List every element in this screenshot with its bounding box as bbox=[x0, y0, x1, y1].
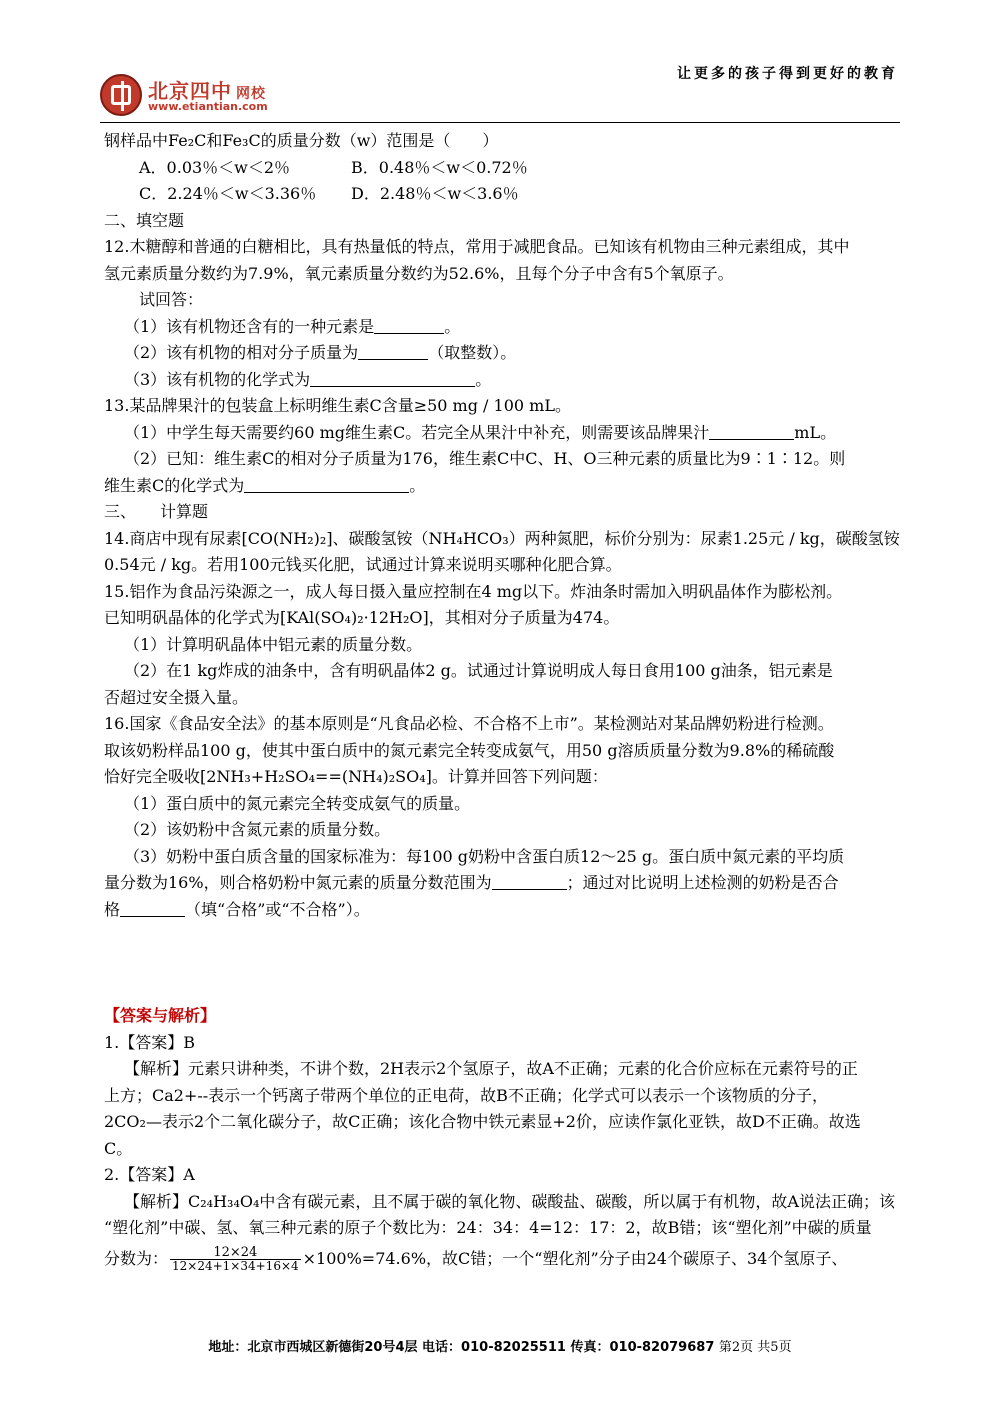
q11-options-row-2 bbox=[104, 181, 899, 208]
q12-blank-3[interactable] bbox=[310, 370, 475, 387]
q12-part-3: （3）该有机物的化学式为 。 bbox=[124, 369, 492, 389]
q16-blank-2[interactable] bbox=[120, 900, 185, 917]
answer-1-explanation-3: 2CO₂—表示2个二氧化碳分子，故C正确；该化合物中铁元素显+2价，应读作氯化亚铁，故D不正确。故选 bbox=[104, 1112, 861, 1131]
q15-line-2: 已知明矾晶体的化学式为[KAl(SO₄)₂·12H₂O]，其相对分子质量为474。 bbox=[104, 608, 620, 627]
q13-blank-1[interactable] bbox=[709, 423, 794, 440]
page-footer bbox=[0, 1336, 1000, 1355]
section-calculation-heading: 三、 计算题 bbox=[104, 502, 209, 521]
q16-line-2: 取该奶粉样品100 g，使其中蛋白质中的氮元素完全转变成氨气，用50 g溶质质量分数为9.8%的稀硫酸 bbox=[104, 740, 835, 760]
q13-line-1: 13.某品牌果汁的包装盒上标明维生素C含量≥50 mg / 100 mL。 bbox=[104, 396, 571, 415]
q12-line-1: 12.木糖醇和普通的白糖相比，具有热量低的特点，常用于减肥食品。已知该有机物由三种元素组成，其中 bbox=[104, 237, 850, 256]
q13-part-2: （2）已知：维生素C的相对分子质量为176，维生素C中C、H、O三种元素的质量比为9∶1∶12。则 bbox=[124, 449, 846, 468]
q12-blank-2[interactable] bbox=[358, 343, 428, 360]
answer-2-explanation-3: 分数为： $\frac{12\times 24}{12\times 24+1\times 34+16\times 4}$ ×100%=74.6%，故C错；一个“塑化剂”分子由24个碳原子、34个氢原子、 bbox=[104, 1244, 848, 1273]
q13-part-2-cont: 维生素C的化学式为 。 bbox=[104, 475, 426, 495]
q16-part-2: （2）该奶粉中含氮元素的质量分数。 bbox=[124, 820, 391, 839]
page-header bbox=[100, 58, 900, 124]
q14-line-1: 14.商店中现有尿素[CO(NH₂)₂]、碳酸氢铵（NH₄HCO₃）两种氮肥，标价分别为：尿素1.25元 / kg，碳酸氢铵 bbox=[104, 528, 900, 548]
q13-part-1: （1）中学生每天需要约60 mg维生素C。若完全从果汁中补充，则需要该品牌果汁 mL。 bbox=[124, 422, 837, 442]
q16-part-3-cont-2: 格 （填“合格”或“不合格”）。 bbox=[104, 899, 370, 919]
q12-ask: 试回答： bbox=[139, 290, 204, 309]
answer-2: 2.【答案】A bbox=[104, 1165, 195, 1184]
section-fill-blank-heading: 二、填空题 bbox=[104, 210, 185, 230]
logo-name: 北京四中 网校 bbox=[148, 79, 266, 103]
q15-part-1: （1）计算明矾晶体中铝元素的质量分数。 bbox=[124, 634, 423, 654]
q16-line-1: 16.国家《食品安全法》的基本原则是“凡食品必检、不合格不上市”。某检测站对某品牌奶粉进行检测。 bbox=[104, 714, 834, 733]
answer-1-explanation-4: C。 bbox=[104, 1138, 133, 1158]
q12-blank-1[interactable] bbox=[374, 317, 444, 334]
q12-part-2: （2）该有机物的相对分子质量为 （取整数）。 bbox=[124, 343, 517, 362]
q13-blank-2[interactable] bbox=[244, 476, 409, 493]
answer-1: 1.【答案】B bbox=[104, 1032, 196, 1052]
q12-part-1: （1）该有机物还含有的一种元素是 。 bbox=[124, 316, 461, 336]
q11-option-a: A．0.03％＜w＜2％ bbox=[139, 157, 291, 177]
footer-page-number: 第2页 共5页 bbox=[718, 1340, 792, 1355]
q16-blank-1[interactable] bbox=[492, 873, 567, 890]
q11-option-b: B．0.48％＜w＜0.72％ bbox=[351, 157, 528, 177]
q16-part-3: （3）奶粉中蛋白质含量的国家标准为：每100 g奶粉中含蛋白质12～25 g。蛋白质中氮元素的平均质 bbox=[124, 846, 845, 866]
q11-options-row-1 bbox=[104, 155, 899, 182]
logo-emblem-icon bbox=[100, 74, 142, 116]
q11-stem: 钢样品中Fe₂C和Fe₃C的质量分数（w）范围是（ ） bbox=[104, 131, 499, 150]
q16-line-3: 恰好完全吸收[2NH₃+H₂SO₄==(NH₄)₂SO₄]。计算并回答下列问题： bbox=[104, 767, 608, 786]
q16-part-1: （1）蛋白质中的氮元素完全转变成氨气的质量。 bbox=[124, 793, 471, 813]
q15-part-2: （2）在1 kg炸成的油条中，含有明矾晶体2 g。试通过计算说明成人每日食用100 g油条，铝元素是 bbox=[124, 661, 833, 680]
footer-address: 地址：北京市西城区新德街20号4层 电话：010-82025511 传真：010-82079687 bbox=[208, 1340, 715, 1355]
logo-url: www.etiantian.com bbox=[148, 100, 268, 113]
header-slogan: 让更多的孩子得到更好的教育 bbox=[677, 66, 898, 82]
q16-part-3-cont: 量分数为16%，则合格奶粉中氮元素的质量分数范围为 ；通过对比说明上述检测的奶粉是否合 bbox=[104, 873, 839, 892]
q14-line-2: 0.54元 / kg。若用100元钱买化肥，试通过计算来说明买哪种化肥合算。 bbox=[104, 555, 622, 574]
answer-2-explanation-2: “塑化剂”中碳、氢、氧三种元素的原子个数比为：24：34：4=12：17：2，故B错；该“塑化剂”中碳的质量 bbox=[104, 1218, 872, 1237]
document-body bbox=[104, 128, 899, 1276]
carbon-fraction: $\frac{12\times 24}{12\times 24+1\times 34+16\times 4}$ bbox=[172, 1244, 299, 1273]
q11-option-d: D．2.48％＜w＜3.6％ bbox=[351, 184, 519, 203]
answers-heading: 【答案与解析】 bbox=[104, 1006, 217, 1025]
school-logo bbox=[100, 74, 300, 118]
q15-part-2-cont: 否超过安全摄入量。 bbox=[104, 687, 249, 707]
answer-1-explanation-2: 上方；Ca2+--表示一个钙离子带两个单位的正电荷，故B不正确；化学式可以表示一个该物质的分子， bbox=[104, 1085, 828, 1105]
header-divider bbox=[100, 122, 900, 123]
q15-line-1: 15.铝作为食品污染源之一，成人每日摄入量应控制在4 mg以下。炸油条时需加入明矾晶体作为膨松剂。 bbox=[104, 581, 843, 601]
answer-2-explanation-1: 【解析】C₂₄H₃₄O₄中含有碳元素，且不属于碳的氧化物、碳酸盐、碳酸，所以属于有机物，故A说法正确；该 bbox=[124, 1191, 895, 1211]
answer-1-explanation-1: 【解析】元素只讲种类，不讲个数，2H表示2个氢原子，故A不正确；元素的化合价应标在元素符号的正 bbox=[124, 1059, 858, 1078]
q11-option-c: C．2.24％＜w＜3.36％ bbox=[139, 184, 317, 203]
q12-line-2: 氢元素质量分数约为7.9%，氧元素质量分数约为52.6%，且每个分子中含有5个氧原子。 bbox=[104, 263, 734, 283]
